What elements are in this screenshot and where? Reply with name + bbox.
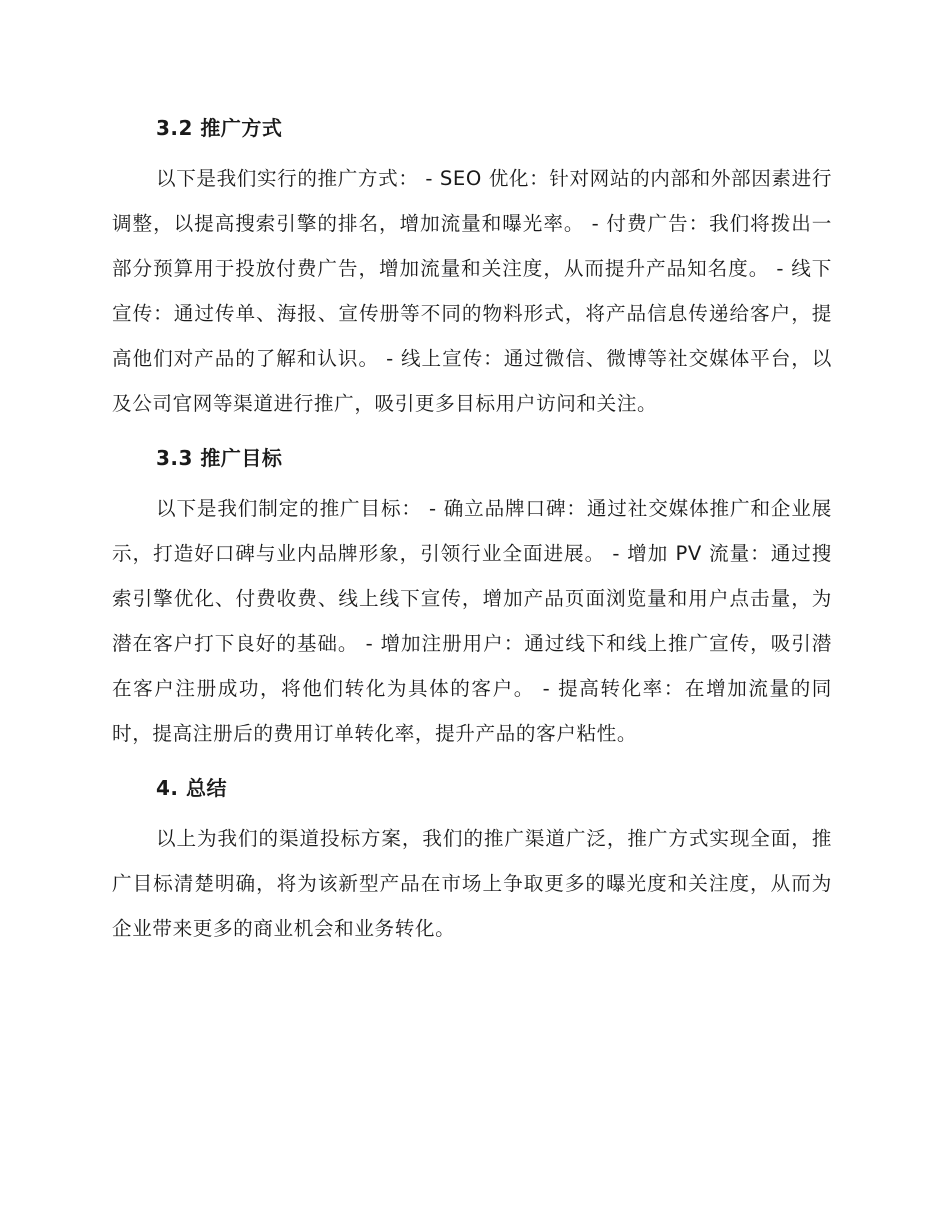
section-heading-4: 4. 总结 xyxy=(156,776,227,800)
section-heading-3-2: 3.2 推广方式 xyxy=(156,116,283,140)
section-heading-3-3: 3.3 推广目标 xyxy=(156,446,283,470)
section-paragraph-3-2: 以下是我们实行的推广方式： - SEO 优化：针对网站的内部和外部因素进行调整，以提高搜索引擎的排名，增加流量和曝光率。 - 付费广告：我们将拨出一部分预算用于投放付费广告，增加流量和关注度，从而提升产品知名度。 - 线下宣传：通过传单、海报、宣传册等不同的物料形式，将产品信息传递给客户，提高他们对产品的了解和认识。 - 线上宣传：通过微信、微博等社交媒体平台，以及公司官网等渠道进行推广，吸引更多目标用户访问和关注。 xyxy=(112,167,833,415)
document-content xyxy=(112,108,832,963)
section-paragraph-4: 以上为我们的渠道投标方案，我们的推广渠道广泛，推广方式实现全面，推广目标清楚明确，将为该新型产品在市场上争取更多的曝光度和关注度，从而为企业带来更多的商业机会和业务转化。 xyxy=(112,827,832,940)
section-paragraph-3-3: 以下是我们制定的推广目标： - 确立品牌口碑：通过社交媒体推广和企业展示，打造好口碑与业内品牌形象，引领行业全面进展。 - 增加 PV 流量：通过搜索引擎优化、付费收费、线上线下宣传，增加产品页面浏览量和用户点击量，为潜在客户打下良好的基础。 - 增加注册用户：通过线下和线上推广宣传，吸引潜在客户注册成功，将他们转化为具体的客户。 - 提高转化率：在增加流量的同时，提高注册后的费用订单转化率，提升产品的客户粘性。 xyxy=(112,497,832,745)
